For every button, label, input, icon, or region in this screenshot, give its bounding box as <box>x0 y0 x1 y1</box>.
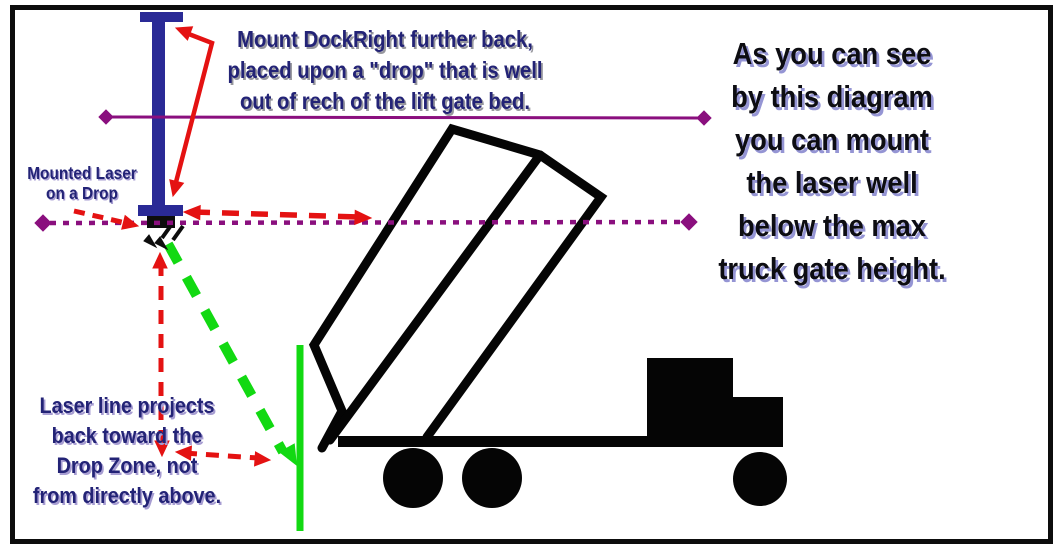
truck-hood <box>733 397 783 447</box>
pole-bottom-cap <box>138 205 183 216</box>
diamond-endpoint-icon <box>99 110 113 124</box>
laser-line-note <box>21 391 232 511</box>
mount-note-line-1: Mount DockRight further back, <box>237 26 533 52</box>
see-note-line-4: the laser well <box>746 165 918 200</box>
laser-label-line-2: on a Drop <box>46 183 118 203</box>
truck-cab <box>647 358 733 447</box>
mounted-laser-label <box>12 163 153 203</box>
wheel-rear-1 <box>383 448 443 508</box>
mount-note <box>209 24 561 117</box>
beam-note-line-4: from directly above. <box>32 483 222 508</box>
mount-note-line-2: placed upon a "drop" that is well <box>227 57 543 83</box>
beam-note-line-1: Laser line projects <box>39 393 215 418</box>
beam-note-line-2: back toward the <box>51 423 203 448</box>
mount-note-line-3: out of rech of the lift gate bed. <box>239 88 531 114</box>
pole-callout-arrow <box>166 21 212 197</box>
pole-shaft <box>152 12 165 208</box>
see-note-line-5: below the max <box>738 208 926 243</box>
truck-flatbed <box>338 436 647 447</box>
wheel-rear-2 <box>462 448 522 508</box>
laser-label-line-1: Mounted Laser <box>27 163 137 183</box>
see-note-line-1: As you can see <box>732 36 932 71</box>
beam-note-line-3: Drop Zone, not <box>56 453 198 478</box>
see-note-line-2: by this diagram <box>731 79 933 114</box>
dump-bed-fold-line <box>330 155 540 440</box>
see-note-line-6: truck gate height. <box>718 251 946 286</box>
see-note-line-3: you can mount <box>734 122 929 157</box>
see-note <box>656 32 1008 290</box>
wheel-front <box>733 452 787 506</box>
diamond-endpoint-icon <box>35 215 51 231</box>
